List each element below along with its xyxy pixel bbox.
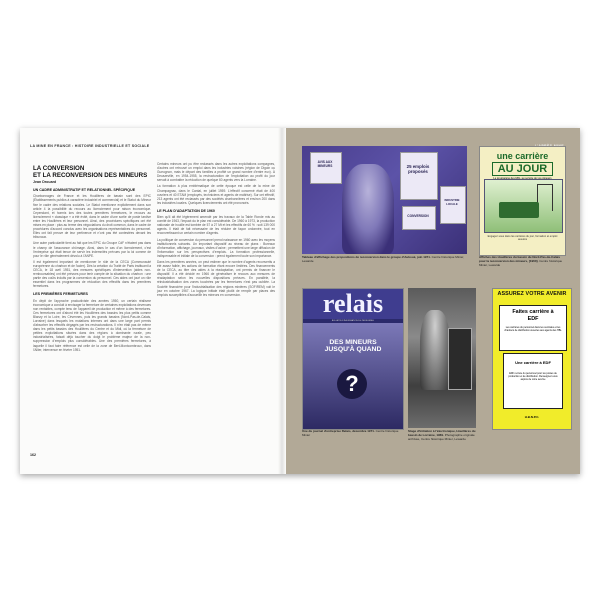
article-title: LA CONVERSION ET LA RECONVERSION DES MINEURS <box>33 165 148 179</box>
poster-carriere-au-jour: une carrière AU JOUR Engagez-vous dans les carrières du jour, formation et emploi assurés <box>479 146 566 256</box>
paragraph: Une autre particularité tient au fait que les EPIC du Groupe CdF n'étaient pas dans le champ de l'assurance chômage. Ainsi, dans le cas d'un licenciement, c'est l'entreprise qui était tenue de servir les indemnités prévues par la loi comme de pour le rôle généralement dévolu à l'ANPE. <box>33 241 151 258</box>
magazine-title: relais <box>303 289 403 319</box>
notice-board-photo: AVIS AUX MINEURS 25 emplois proposés INDUSTRIE LOCALE CONVERSION <box>302 146 467 254</box>
section-heading: LE PLAN D'ADAPTATION DE 1960 <box>157 208 215 213</box>
paragraph: Bien qu'il ait été légèrement amendé par les travaux de la Table Ronde mis au comité de 1963, l'impact du le plan est considérable. De 1960 à 1973, la production nationale de houille est tombée de 57 à 27 Mt et les effectifs de 60 % : soit 139 000 agents. Il était de fait nécessaire de les réduire de façon ordonnée, tout en reconvertissant un certain nombre d'agents. <box>157 215 275 236</box>
train-icon <box>499 202 539 218</box>
page-number: 162 <box>30 453 36 457</box>
poster-edf: ASSUREZ VOTRE AVENIR Faites carrière à EDF Les carrières du personnel dans les centrales et les chantiers de distribution ouvertes aux agents des HBL Une carrière à EDF EDF recrute du personnel pour les postes de production et de distribution. Renseignez-vous auprès de votre service H.B.N.P.C. <box>492 288 572 430</box>
question-mark-icon: ? <box>337 369 367 399</box>
control-panel <box>448 328 472 390</box>
section-heading: UN CADRE ADMINISTRATIF ET RELATIONNEL SPÉCIFIQUE <box>33 188 136 193</box>
trainee-figure <box>420 310 450 390</box>
caption: Stage d'initiation à l'électronique, Houillères du bassin de Lorraine, 1969. Photographie originale archivée, Centre historique Minier, Lewarde <box>408 429 476 441</box>
relais-magazine-cover: relais BULLETIN D'INFORMATION DU PERSONNEL DES MINEURS JUSQU'À QUAND ? <box>302 288 404 430</box>
text-column-1 <box>33 166 151 354</box>
paragraph: La formation à plus emblématique de cette époque est celle de la mine de Champagnac, dans le Cantal, en juillet 1959. L'effectif concerné était de 400 ouvriers et 40 ETAM (employés, techniciens et agents de maîtrise). Sur cet effectif, 213 agents ont été reclassés par des sociétés charbonnières et environ 200 dans les industries locales. Quelques licenciements ont été prononcés. <box>157 184 275 205</box>
paragraph: Charbonnages de France et les Houillères de bassin sont des EPIC (Établissements publics à caractère industriel et commercial) et le Statut du Mineur fixe le cadre des relations sociales. Le Statut mentionne explicitement dans son article 4 la possibilité du recours au licenciement pour raison économique. Cependant, et hormis lors des toutes premières fermetures, le recours au licenciement « classique » a été évité, dans le cadre d'une sortie de poste tardive entre les Houillères et leur personnel. Ainsi, des procédures spécifiques ont été mises en place : plus au terme des négociations du droit commun, dans le cadre de procédures d'accord conclus avec les organisations représentatives du personnel. Elles ont fait preuve de leur pertinence et n'ont pas été contestées devant les tribunaux. <box>33 194 152 240</box>
caption: Affiches des Houillères du bassin du Nord-Pas-de-Calais pour la reconversion des mineurs, [1960]. Centre historique Minier, Lewarde <box>479 255 563 267</box>
cover-question: DES MINEURS JUSQU'À QUAND <box>324 339 382 354</box>
right-page <box>286 128 580 474</box>
paragraph: Dans les premières années, on peut estimer que le nombre d'agents reconvertis a été assez faible, les actions de formation étant encore limitées. Des financements de la CECA, au titre des aides à la réadaptation, ont permis de financer le dispositif. Il a été décidé en 1966 de généraliser le recours aux mesures de réadaptation selon les nouvelles dispositions prévues. En parallèle, la réindustrialisation des zones touchées par les fermetures n'est pas oubliée. La Société financière pour l'industrialisation des régions minières (SOFIREM) voit le jour en octobre 1967. La logique initiale était plutôt de remplir par places des emplois susceptibles d'accueillir les mineurs en conversion. <box>157 259 275 297</box>
section-heading: LES PREMIÈRES FERMETURES <box>33 292 88 297</box>
author: Jean Drouard <box>33 180 57 185</box>
text-column-2 <box>157 162 275 299</box>
poster-illustration <box>484 179 563 233</box>
miner-figure <box>342 164 394 254</box>
training-photo <box>408 288 476 428</box>
running-head: LA MINE EN FRANCE : HISTOIRE INDUSTRIELLE ET SOCIALE <box>30 144 150 148</box>
left-page <box>30 144 278 464</box>
notice-sign <box>400 152 438 200</box>
paragraph: Certains mineurs ont pu être reclassés dans les autres exploitations compagnes, d'autres ont retrouvé un emploi dans les industries voisines (région de Digoin ou Gueugnon, mais le départ des familles a profité un grand nombre d'entre eux). À Decazeville, en 1954-1955, la restructuration de l'exploitation au profit du jour servait à combattre la réduction de quelque 60 agents vers la Lorraine. <box>157 162 275 183</box>
paragraph: La politique de conversion du personnel prend naissance en 1960 avec les moyens institutionnels suivants. Un important dispositif au niveau de plans : Bureaux d'information, affichage, journaux, visites d'usine ; permettent une large diffusion de l'information sur les perspectives d'emplois. La formation professionnelle, indispensable et initiale de la conversion : prend également toute son importance. <box>157 237 275 258</box>
poster-headline: une carrière AU JOUR <box>486 152 559 180</box>
notice-sign <box>402 206 436 230</box>
caption: Tableau d'affichage des propositions de reconversion dans le groupe d'Auboué, juin 1971. Centre historique Minier, Lewarde <box>302 255 465 263</box>
caption: Une du journal d'entreprise Relais, décembre 1971. Centre historique Minier <box>302 429 399 437</box>
headframe-icon <box>537 184 553 211</box>
paragraph: Il est également important de mentionner le rôle de la CECA (Communauté européenne du charbon et de l'acier). Dès la création du Traité de Paris instituant la CECA, le 18 avril 1951, des mesures spécifiques d'intervention (aides non-remboursables) ont été prévues pour tenir compte de la situation du charbon : une partie des coûts induits par la conversion du personnel. Ces aides ont joué un rôle essentiel dans les programmes de réduction des effectifs dans les premières fermetures. <box>33 259 151 289</box>
gutter <box>278 128 286 474</box>
paragraph: En dépit de l'approche productiviste des années 1950, un certain réalisme économique a conduit à envisager la fermeture de certaines exploitations devenues non rentables, compte tenu de l'appareil de production et même à des fermetures. Ces fermetures ont d'abord été les Houillères des bassins les plus petits comme Blanzy et la Loire, les Cévennes, puis les grands bassins (Nord-Pas-de-Calais, Lorraine) dans lesquels les mutations internes ont dans une large part permis d'absorber les effectifs dégagés par les restructurations. Il n'en était pas de même dans les petits bassins des Houillères du Centre et du Midi, où la fermeture de petites exploitations situées dans des régions à dominante rurale, peu industrialisées, faisait déjà toucher du doigt le problème majeur de la non-suppression d'emplois plus considérables. Une des premières fermetures, à laquelle il faut faire référence est celle de la zone de Bert-Montcombroux, dans l'Allier, intervenue en février 1951. <box>33 298 152 352</box>
poster-headline: ASSUREZ VOTRE AVENIR <box>497 291 567 297</box>
notice-sign <box>310 152 342 184</box>
